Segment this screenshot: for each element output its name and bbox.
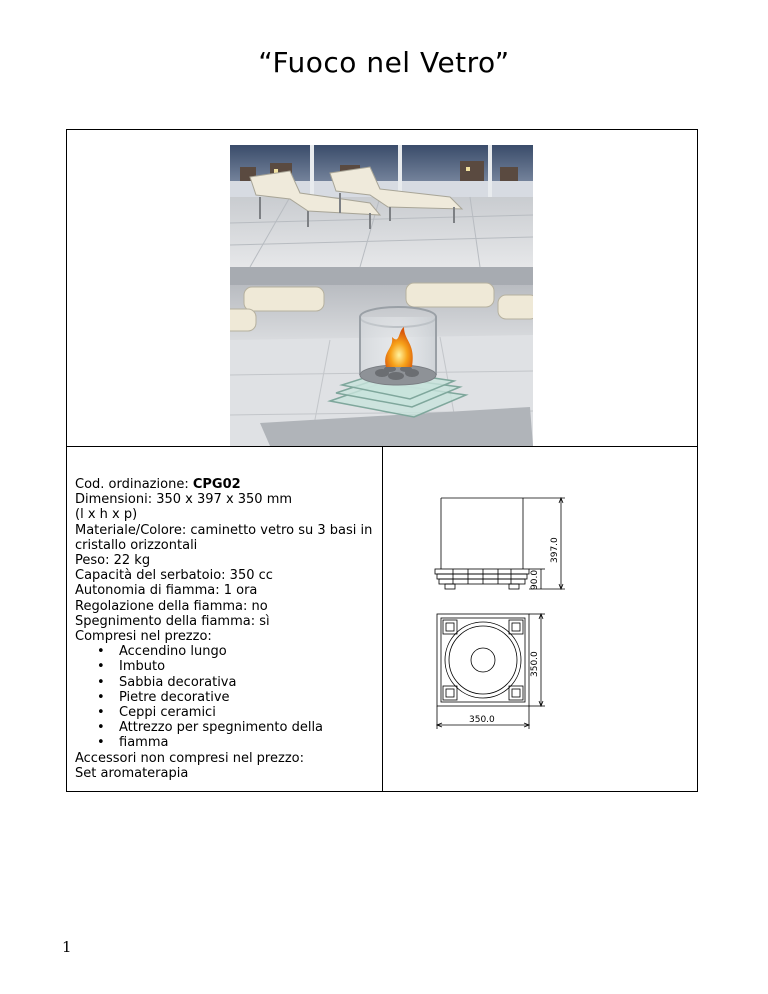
flame-autonomy: Autonomia di fiamma: 1 ora bbox=[75, 583, 258, 599]
dim-height-label: 397.0 bbox=[550, 537, 560, 563]
specs-cell bbox=[67, 447, 383, 791]
photo-cell bbox=[67, 130, 697, 447]
not-included-item: Set aromaterapia bbox=[75, 765, 189, 781]
list-item: • Sabbia decorativa bbox=[119, 675, 375, 690]
dim-width-label: 350.0 bbox=[469, 715, 495, 725]
included-list bbox=[75, 644, 375, 750]
list-item: • Imbuto bbox=[119, 659, 375, 674]
document-title: “Fuoco nel Vetro” bbox=[258, 46, 510, 79]
dim-depth-label: 350.0 bbox=[530, 651, 540, 677]
list-item-continuation: • fiamma bbox=[119, 735, 375, 750]
order-code-value: CPG02 bbox=[192, 477, 241, 492]
flame-regulation: Regolazione della fiamma: no bbox=[75, 598, 268, 614]
dim-base-label: 90.0 bbox=[530, 569, 540, 590]
weight: Peso: 22 kg bbox=[75, 553, 151, 569]
tank-capacity: Capacità del serbatoio: 350 cc bbox=[75, 568, 273, 584]
list-item: • Pietre decorative bbox=[119, 690, 375, 705]
technical-drawing bbox=[383, 447, 697, 791]
list-item: • Accendino lungo bbox=[119, 644, 375, 659]
not-included-title: Accessori non compresi nel prezzo: bbox=[75, 750, 304, 766]
flame-off: Spegnimento della fiamma: sì bbox=[75, 613, 270, 629]
order-code: Cod. ordinazione: CPG02 bbox=[75, 477, 241, 492]
list-item: • Ceppi ceramici bbox=[119, 705, 375, 720]
drawing-cell bbox=[383, 447, 697, 791]
material-line: Materiale/Colore: caminetto vetro su 3 basi in bbox=[75, 522, 373, 538]
product-specs bbox=[75, 477, 375, 781]
page-number: 1 bbox=[62, 938, 72, 956]
included-title: Compresi nel prezzo: bbox=[75, 629, 212, 645]
product-table bbox=[66, 129, 698, 792]
dimensions-axes: (l x h x p) bbox=[75, 507, 138, 523]
list-item: • Attrezzo per spegnimento della bbox=[119, 720, 375, 735]
material-line: cristallo orizzontali bbox=[75, 537, 198, 553]
product-photo bbox=[230, 145, 533, 446]
dimensions: Dimensioni: 350 x 397 x 350 mm bbox=[75, 492, 293, 508]
